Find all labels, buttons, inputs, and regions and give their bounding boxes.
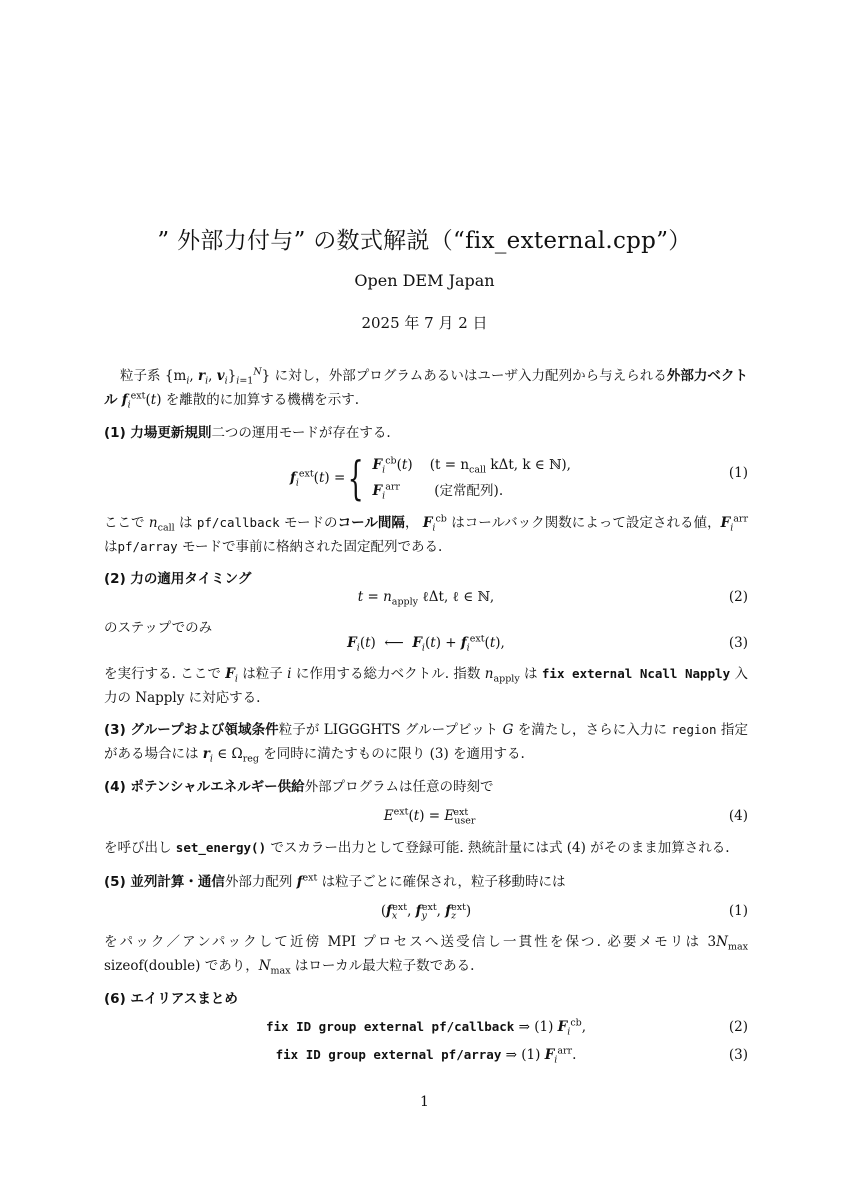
section-6-line <box>104 987 748 1011</box>
section-2-heading: (2) 力の適用タイミング <box>104 571 252 587</box>
equation-1: $f_i^{ext}(t)$ = { $F_i^{cb}(t)$ ($t = n_{call}$ kΔt, k ∈ ℕ), $F_i^{arr}$ (定常配列). (1) <box>290 451 748 505</box>
page-number: 1 <box>420 1094 429 1110</box>
date: 2025 年 7 月 2 日 <box>361 314 488 332</box>
section-5-heading: (5) 並列計算・通信 <box>104 874 225 890</box>
alias-line-1: fix ID group external pf/callback ⇒ (1) $F_i^{cb}$, (2) <box>104 1014 748 1040</box>
section-4-paragraph: を呼び出し set_energy() でスカラー出力として登録可能. 熱統計量には式 (4) がそのまま加算される. <box>104 840 730 856</box>
section-2-paragraph: を実行する. ここで $F_i$ は粒子 i に作用する総力ベクトル. 指数 $n_{apply}$ は fix external Ncall Napply 入力の Napply に対応する. <box>104 666 749 706</box>
section-6-heading: (6) エイリアスまとめ <box>104 991 238 1007</box>
equation-3-number: (3) <box>728 635 748 651</box>
section-3-paragraph: (3) グループおよび領域条件粒子が LIGGGHTS グループビット G を満たし，さらに入力に region 指定がある場合には $r_i$ ∈ $\Omega_{reg}$ を同時に満たすものに限り (3) を適用する. <box>104 722 748 765</box>
particle-set-math: {$m_i$, $r_i$, $v_i\}_{i=1}^N$ <box>164 366 262 387</box>
equation-2-number: (2) <box>728 589 748 605</box>
equation-3: $F_i(t)$ ⟵ $F_i(t) + f_i^{ext}(t)$, (3) <box>104 630 748 656</box>
section-5-line: (5) 並列計算・通信外部力配列 $f^{ext}$ は粒子ごとに確保され，粒子移動時には <box>104 872 566 890</box>
intro-bold-term: 外部力ベクトル <box>104 368 748 408</box>
alias-1-number: (2) <box>728 1019 748 1035</box>
equation-5: ($f_x^{ext}$, $f_y^{ext}$, $f_z^{ext}$) (1) <box>104 898 748 924</box>
equation-4-number: (4) <box>728 808 748 824</box>
section-2-lead: のステップでのみ <box>104 620 213 636</box>
section-4-line: (4) ポテンシャルエネルギー供給外部プログラムは任意の時刻で <box>104 779 494 795</box>
equation-2: $t = n_{apply}$ ℓΔt, ℓ ∈ ℕ, (2) <box>104 584 748 610</box>
section-5-paragraph: をパック／アンパックして近傍 MPI プロセスへ送受信し一貫性を保つ. 必要メモリは $3N_{max}$ sizeof(double) であり，$N_{max}$ はローカル最大粒子数である. <box>104 934 748 977</box>
alias-line-2: fix ID group external pf/array ⇒ (1) $F_i^{arr}$. (3) <box>104 1042 748 1068</box>
equation-5-number: (1) <box>728 903 748 919</box>
section-1-line: (1) 力場更新規則二つの運用モードが存在する. <box>104 425 391 441</box>
section-1-heading: (1) 力場更新規則 <box>104 425 212 441</box>
equation-4: $E^{ext}(t) = E_{user}^{ext}$ (4) <box>104 803 748 829</box>
intro-paragraph: 粒子系 {$m_i$, $r_i$, $v_i\}_{i=1}^N$} に対し，外部プログラムあるいはユーザ入力配列から与えられる外部力ベクトル $f_i^{ext}(t)$ を離散的に加算する機構を示す. <box>104 366 748 411</box>
alias-2-number: (3) <box>728 1047 748 1063</box>
equation-1-number: (1) <box>728 465 748 481</box>
paper-title: ” 外部力付与” の数式解説（“fix_external.cpp”） <box>157 228 692 254</box>
author: Open DEM Japan <box>354 271 495 290</box>
section-1-paragraph: ここで $n_{call}$ は pf/callback モードのコール間隔， $F_i^{cb}$ はコールバック関数によって設定される値，$F_i^{arr}$ はpf/array モードで事前に格納された固定配列である. <box>104 513 748 555</box>
section-4-heading: (4) ポテンシャルエネルギー供給 <box>104 779 305 795</box>
left-brace-symbol: { <box>347 451 364 505</box>
section-3-heading: (3) グループおよび領域条件 <box>104 722 279 738</box>
